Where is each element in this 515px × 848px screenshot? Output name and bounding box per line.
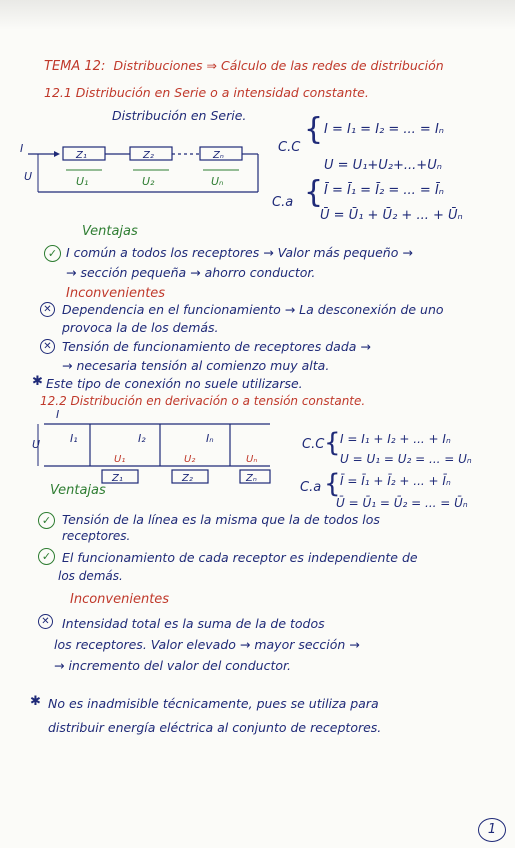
cc-label-1: C.C [278, 140, 301, 155]
branch-current-n: Iₙ [206, 432, 214, 445]
cc-eq2-2: U = U₁ = U₂ = ... = Uₙ [340, 452, 472, 466]
ventaja-3-line2: los demás. [58, 569, 123, 583]
section1-note: Este tipo de conexión no suele utilizarse. [46, 376, 303, 391]
series-circuit-diagram [18, 132, 268, 202]
asterisk-icon: ✱ [30, 694, 41, 709]
page-number: 1 [478, 818, 506, 842]
x-circle-icon: ✕ [40, 302, 55, 317]
ca-eq1-2: Ī = Ī₁ + Ī₂ + ... + Īₙ [340, 474, 451, 488]
series-voltage-label: U [24, 170, 33, 183]
parallel-voltage-u2: U₂ [184, 454, 196, 465]
cc-eq1-2: I = I₁ + I₂ + ... + Iₙ [340, 432, 451, 446]
branch-current-2: I₂ [138, 432, 146, 445]
ventaja-1-line2: → sección pequeña → ahorro conductor. [66, 265, 316, 280]
section1-diagram-title: Distribución en Serie. [112, 108, 247, 123]
parallel-voltage-un: Uₙ [246, 454, 258, 465]
ca-eq1-1: Ī = Ī₁ = Ī₂ = ... = Īₙ [324, 183, 444, 198]
series-voltage-un: Uₙ [211, 175, 224, 188]
inconvenientes-title-2: Inconvenientes [70, 592, 170, 607]
check-icon: ✓ [38, 512, 55, 529]
inconveniente-3-line1: Intensidad total es la suma de la de todos [62, 616, 325, 631]
series-resistor-label: Zₙ [213, 150, 224, 161]
inconveniente-1-line2: provoca la de los demás. [62, 320, 219, 335]
check-icon: ✓ [44, 245, 61, 262]
series-current-label: I [20, 142, 24, 155]
parallel-resistor-label: Z₁ [112, 473, 123, 484]
tema-label: TEMA 12: [44, 59, 106, 74]
ventajas-title-1: Ventajas [82, 224, 138, 239]
inconveniente-3-line2: los receptores. Valor elevado → mayor sección → [54, 637, 360, 652]
parallel-resistor-label: Zₙ [246, 473, 257, 484]
ventaja-2-line2: receptores. [62, 529, 131, 543]
section2-note-line1: No es inadmisible técnicamente, pues se utiliza para [48, 696, 379, 711]
inconveniente-2-line2: → necesaria tensión al comienzo muy alta. [62, 358, 330, 373]
cc-label-2: C.C [302, 437, 325, 452]
series-voltage-u2: U₂ [142, 175, 155, 188]
branch-current-1: I₁ [70, 432, 78, 445]
inconveniente-1-line1: Dependencia en el funcionamiento → La desconexión de uno [62, 302, 444, 317]
ca-brace-1: { [304, 175, 324, 210]
cc-eq1-1: I = I₁ = I₂ = ... = Iₙ [324, 122, 444, 137]
ca-eq2-1: Ū = Ū₁ + Ū₂ + ... + Ūₙ [320, 208, 463, 223]
tema-header [44, 58, 444, 74]
parallel-resistor-label: Z₂ [182, 473, 193, 484]
ca-brace-2: { [324, 469, 341, 499]
check-icon: ✓ [38, 548, 55, 565]
series-resistor-label: Z₁ [76, 150, 87, 161]
ventaja-2-line1: Tensión de la línea es la misma que la de todos los [62, 512, 380, 527]
ventaja-1-line1: I común a todos los receptores → Valor más pequeño → [66, 245, 413, 260]
inconveniente-2-line1: Tensión de funcionamiento de receptores dada → [62, 339, 371, 354]
cc-brace-2: { [324, 428, 341, 458]
parallel-voltage-label: U [32, 438, 41, 451]
series-voltage-u1: U₁ [76, 175, 89, 188]
page-top-edge [0, 0, 515, 30]
cc-eq2-1: U = U₁+U₂+...+Uₙ [324, 158, 442, 173]
ca-label-1: C.a [272, 195, 294, 210]
asterisk-icon: ✱ [32, 374, 43, 389]
tema-text: Distribuciones ⇒ Cálculo de las redes de distribución [113, 58, 444, 73]
series-arrow [54, 151, 60, 157]
ca-eq2-2: Ū = Ū₁ = Ū₂ = ... = Ūₙ [336, 496, 468, 510]
section1-title: 12.1 Distribución en Serie o a intensidad constante. [44, 85, 369, 100]
inconvenientes-title-1: Inconvenientes [66, 286, 166, 301]
series-resistor-label: Z₂ [143, 150, 154, 161]
x-circle-icon: ✕ [38, 614, 53, 629]
inconveniente-3-line3: → incremento del valor del conductor. [54, 658, 291, 673]
parallel-voltage-u1: U₁ [114, 454, 126, 465]
ventaja-3-line1: El funcionamiento de cada receptor es independiente de [62, 550, 418, 565]
section2-title: 12.2 Distribución en derivación o a tensión constante. [40, 394, 366, 408]
ca-label-2: C.a [300, 480, 322, 495]
ventajas-title-2: Ventajas [50, 483, 106, 498]
section2-note-line2: distribuir energía eléctrica al conjunto de receptores. [48, 720, 382, 735]
x-circle-icon: ✕ [40, 339, 55, 354]
parallel-current-label: I [56, 408, 60, 421]
cc-brace-1: { [304, 112, 324, 147]
